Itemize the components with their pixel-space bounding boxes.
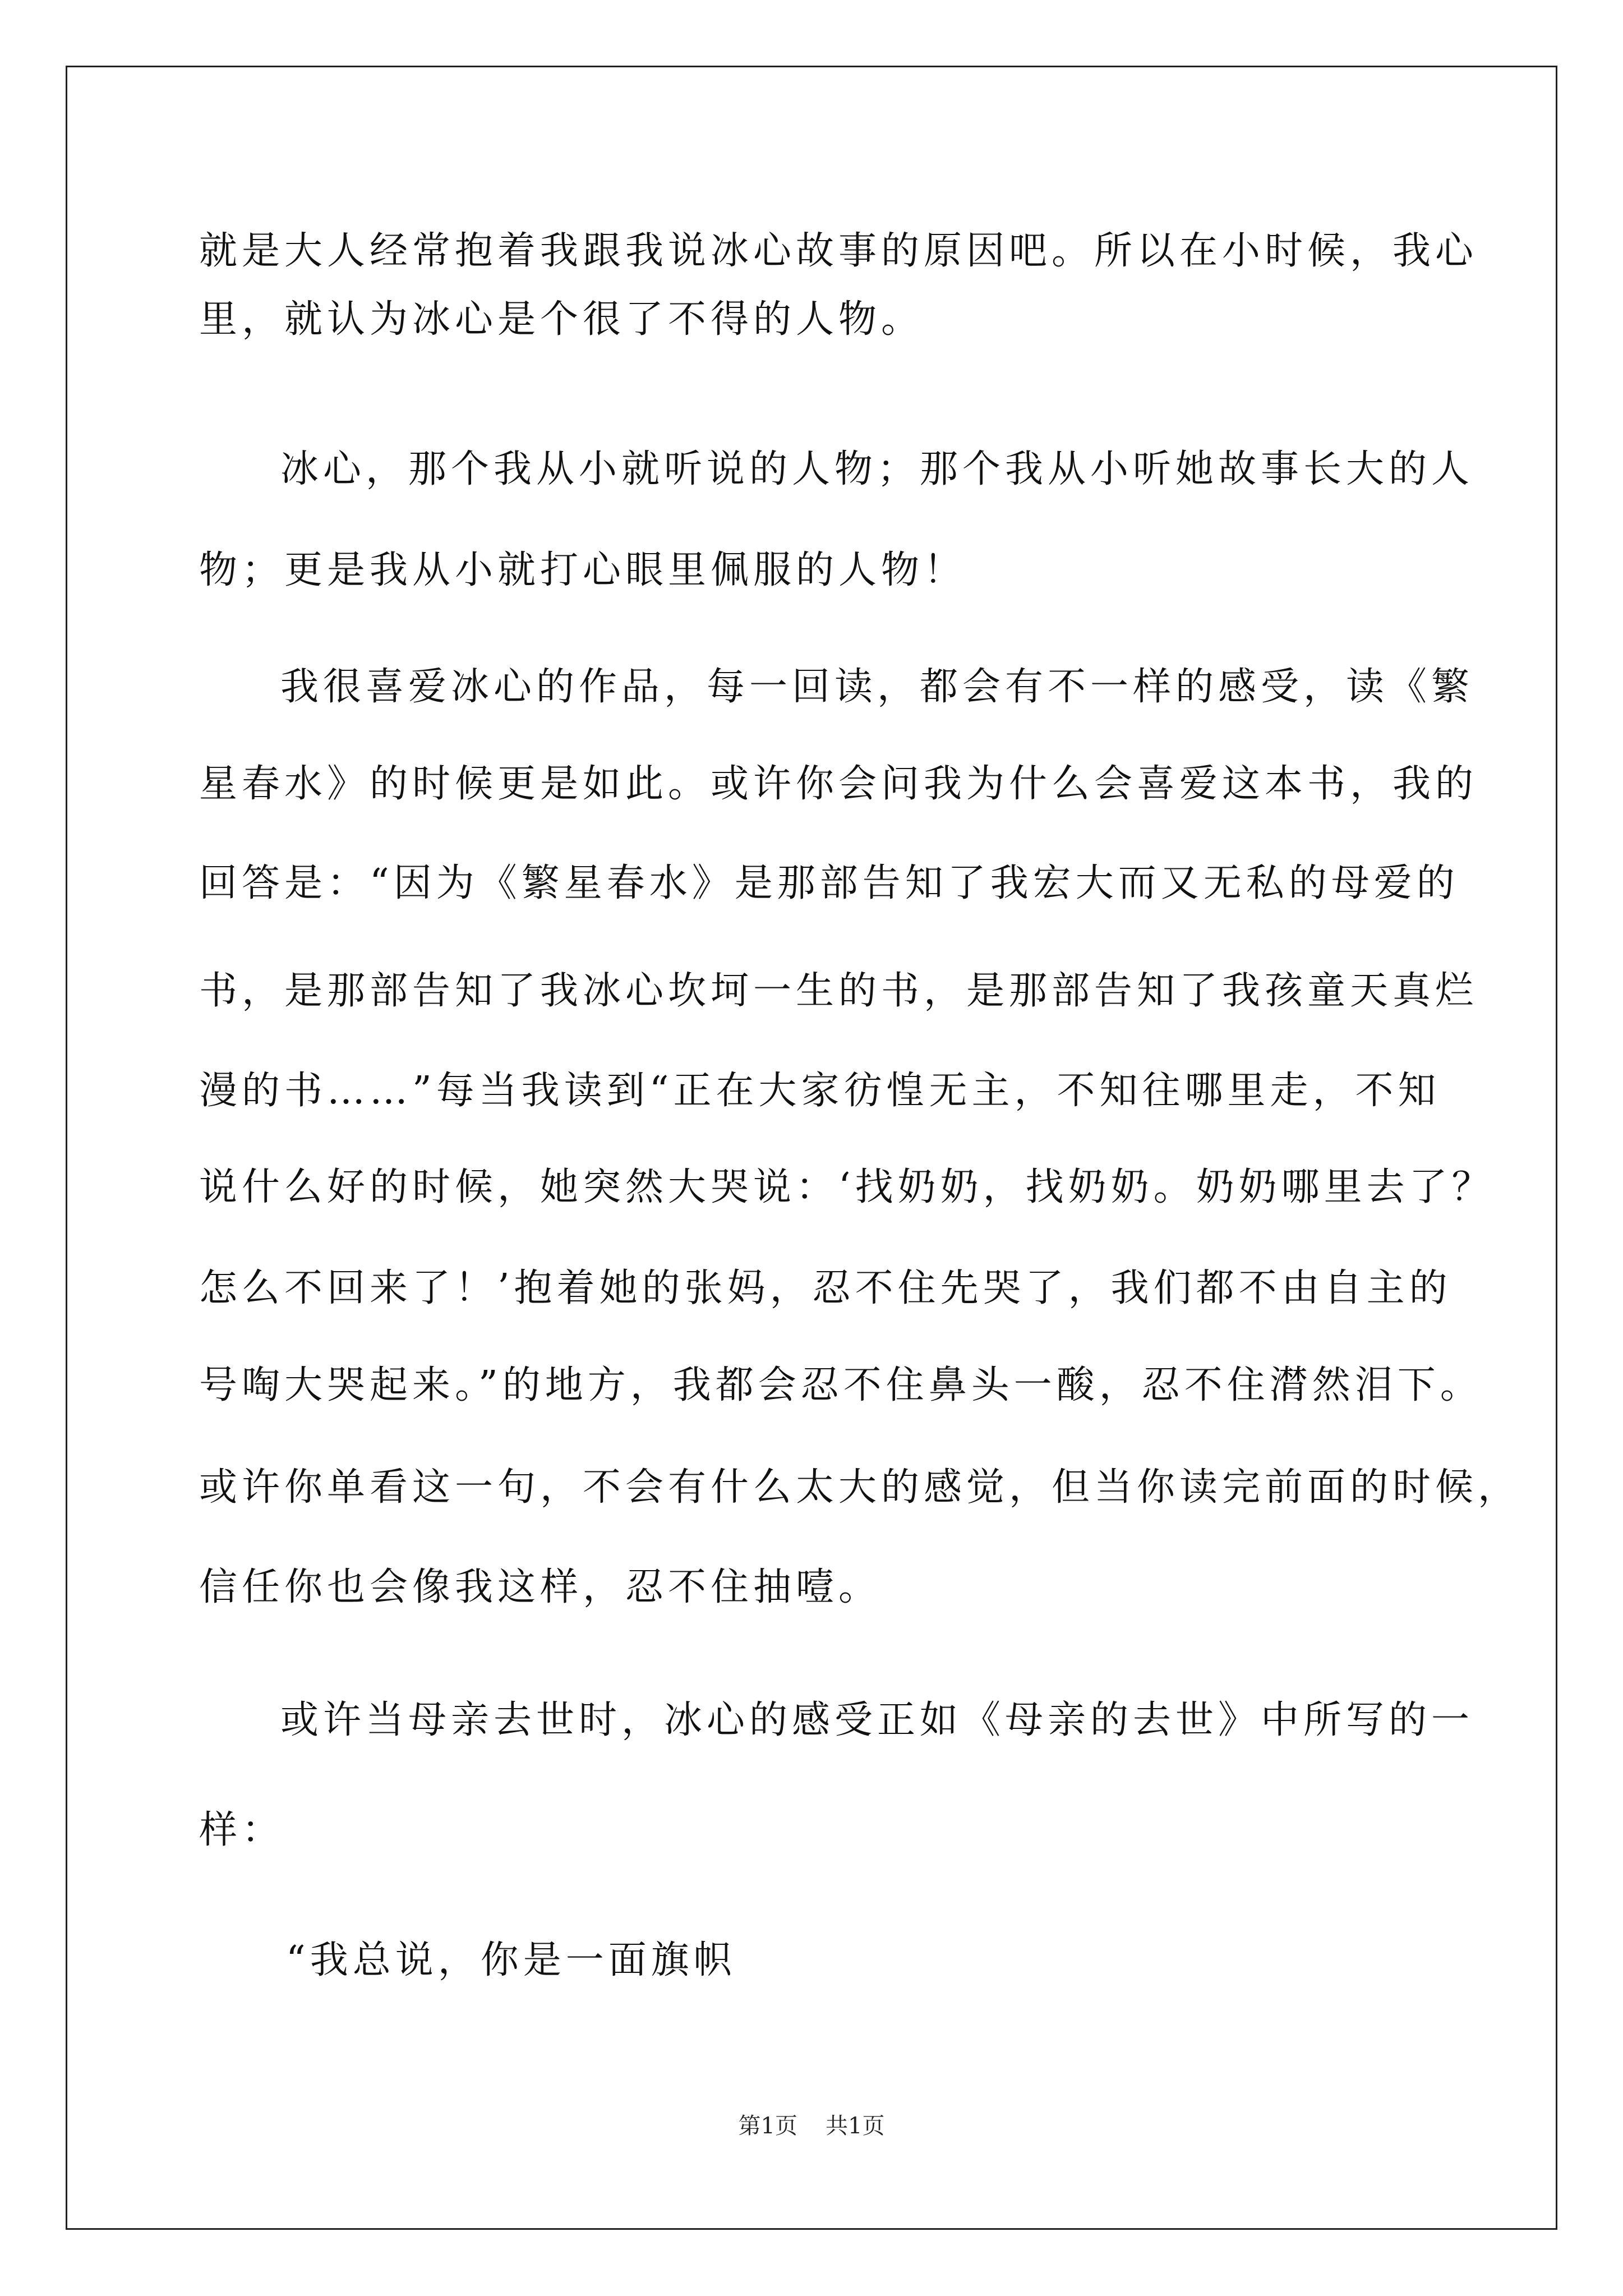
paragraph-start: 冰心，那个我从小就听说的人物；那个我从小听她故事长大的人 (280, 447, 1474, 491)
text-line: 星春水》的时候更是如此。或许你会问我为什么会喜爱这本书，我的 (199, 762, 1478, 806)
page-footer (0, 2112, 1623, 2140)
quote-line: “我总说，你是一面旗帜 (286, 1938, 736, 1982)
text-line: 书，是那部告知了我冰心坎坷一生的书，是那部告知了我孩童天真烂 (199, 969, 1478, 1013)
text-line: 号啕大哭起来。”的地方，我都会忍不住鼻头一酸，忍不住潸然泪下。 (199, 1363, 1483, 1407)
text-line: 或许你单看这一句，不会有什么太大的感觉，但当你读完前面的时候， (199, 1465, 1521, 1510)
text-line: 漫的书……”每当我读到“正在大家彷惶无主，不知往哪里走，不知 (199, 1069, 1441, 1113)
text-line: 信任你也会像我这样，忍不住抽噎。 (199, 1565, 882, 1609)
paragraph-start: 或许当母亲去世时，冰心的感受正如《母亲的去世》中所写的一 (280, 1698, 1474, 1742)
text-line: 说什么好的时候，她突然大哭说：‘找奶奶，找奶奶。奶奶哪里去了？ (199, 1165, 1495, 1209)
page-border (66, 66, 1557, 2230)
text-line: 物；更是我从小就打心眼里佩服的人物！ (199, 548, 967, 592)
page-total: 共1页 (826, 2113, 885, 2139)
text-line: 里，就认为冰心是个很了不得的人物。 (199, 297, 924, 342)
text-line: 怎么不回来了！’抱着她的张妈，忍不住先哭了，我们都不由自主的 (199, 1266, 1452, 1310)
paragraph-start: 我很喜爱冰心的作品，每一回读，都会有不一样的感受，读《繁 (280, 665, 1474, 709)
text-line: 样： (199, 1808, 285, 1852)
text-line: 就是大人经常抱着我跟我说冰心故事的原因吧。所以在小时候，我心 (199, 229, 1478, 273)
text-line: 回答是：“因为《繁星春水》是那部告知了我宏大而又无私的母爱的 (199, 861, 1459, 905)
page-number: 第1页 (738, 2113, 797, 2139)
